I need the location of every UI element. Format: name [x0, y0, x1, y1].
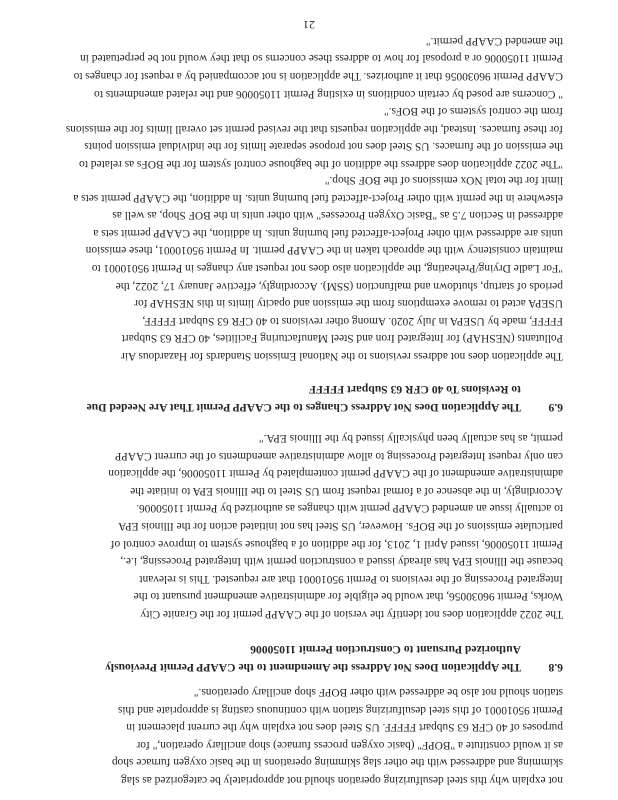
text-line: units are addressed with other Project-affected fuel burning units. In addition, the CAAPP permit sets a [93, 226, 563, 239]
section-title-line-1: The Application Does Not Address Changes to the CAAPP Permit That Are Needed Due [86, 401, 521, 414]
section-6-9-paragraph [53, 276, 563, 364]
text-line: Integrated Processing of the revisions to Permit 95010001 that are requested. This is relevant [139, 572, 563, 585]
text-line: the emission of the furnaces. US Steel does not propose separate limits for the individual emission points [84, 140, 563, 153]
section-6-8-paragraph [53, 428, 563, 622]
section-number: 6.9 [548, 401, 563, 414]
application-2022-paragraph [53, 31, 563, 172]
ladle-drying-paragraph [53, 170, 563, 276]
text-line: Works, Permit 96030056, that would be eligible for administrative amendment pursuant to the [133, 590, 563, 603]
section-title-line-1: The Application Does Not Address the Amendment to the CAAPP Permit Previously [105, 661, 521, 674]
section-title-line-2: to Revisions To 40 CFR 63 Subpart FFFFF [308, 383, 521, 397]
top-paragraph [53, 682, 563, 788]
text-line: Accordingly, in the absence of a formal request from US Steel to the Illinois EPA to initiate the [130, 484, 563, 497]
text-line: The 2022 application does not identify the version of the CAAPP permit for the Granite City [140, 608, 563, 620]
text-line: station should not also be addressed with other BOPF shop ancillary operations." [193, 686, 563, 699]
text-line: Permit 11050006, issued April 1, 2013, for the addition of a baghouse system to improve control of [110, 537, 563, 550]
text-line: maintain consistency with the approach taken in the CAAPP permit. In Permit 95010001, these emission [85, 244, 563, 257]
section-6-8-heading [53, 641, 563, 676]
text-line: "For Ladle Drying/Preheating, the application also does not request any changes in Permit 95010001 to [91, 262, 563, 274]
text-line: Permit 95010001 of this steel desulfurizing station with continuous casting is appropriate and this [117, 703, 563, 716]
section-title-line-2: Authorized Pursuant to Construction Permit 11050006 [250, 643, 521, 657]
text-line: can only request Integrated Processing to allow administrative amendments of the current CAAPP [115, 449, 563, 462]
text-line: because the Illinois EPA has already issued a construction permit with Integrated Processing, i.e., [120, 555, 563, 568]
text-line: The application does not address revisions to the National Emission Standards for Hazardous Air [121, 350, 563, 362]
text-line: CAAPP Permit 96030056 that it authorizes. The application is not accompanied by a request for changes to [73, 70, 563, 83]
text-line: not explain why this steel desulfurizing operation should not appropriately be categorized as slag [121, 774, 563, 786]
text-line: periods of startup, shutdown and malfunction (SSM). Accordingly, effective January 17, 2022, the [115, 279, 563, 292]
text-line: particulate emissions of the BOFs. However, US Steel has not initiated action for the Illinois EPA [118, 520, 563, 533]
text-line: the amended CAAPP permit." [425, 34, 563, 47]
text-line: to actually issue an amended CAAPP permit with changes as authorized by Permit 11050006. [136, 502, 563, 515]
text-line: FFFFF, made by USEPA in July 2020. Among other revisions to 40 CFR 63 Subpart FFFFF, [142, 314, 563, 327]
text-line: limit for the total NOx emissions of the BOF Shop." [324, 174, 563, 187]
text-line: addressed in Section 7.5 as "Basic Oxygen Processes" with other units in the BOF Shop, as well as [112, 209, 563, 222]
text-line: USEPA acted to remove exemptions from the emission and opacity limits in this NESHAP for [134, 297, 563, 310]
text-line: purposes of 40 CFR 63 Subpart FFFFF. US Steel does not explain why the current placement in [126, 721, 563, 734]
text-line: for these furnaces. Instead, the application requests that the revised permit set overall limits for the emissions [65, 122, 563, 135]
text-line: as it would constitute a "BOPF" (basic oxygen process furnace) shop ancillary operation," for [136, 738, 563, 751]
section-number: 6.8 [548, 661, 563, 674]
text-line: administrative amendment of the CAAPP permit contemplated by Permit 11050006, the application [108, 467, 563, 480]
text-line: permit, as has actually been physically issued by the Illinois EPA." [258, 432, 563, 445]
text-line: Permit 11050006 or a proposal for how to address these concerns so that they would not be perpetuated in [80, 52, 563, 65]
text-line: Pollutants (NESHAP) for Integrated Iron and Steel Manufacturing Facilities, 40 CFR 63 Subpart [121, 332, 563, 345]
page-number: 21 [303, 18, 315, 32]
section-6-9-heading [53, 381, 563, 416]
text-line: elsewhere in the permit with other Project-affected fuel burning units. In addition, the CAAPP permit sets a [73, 191, 563, 204]
text-line: "The 2022 application does address the addition of the baghouse control system for the BOFs as related to [79, 158, 563, 170]
text-line: " Concerns are posed by certain conditions in existing Permit 11050006 and the related amendments to [94, 87, 563, 100]
text-line: from the control systems of the BOFs." [384, 105, 563, 118]
text-line: skimming and addressed with the other slag skimming operations in the basic oxygen furnace shop [111, 756, 563, 769]
